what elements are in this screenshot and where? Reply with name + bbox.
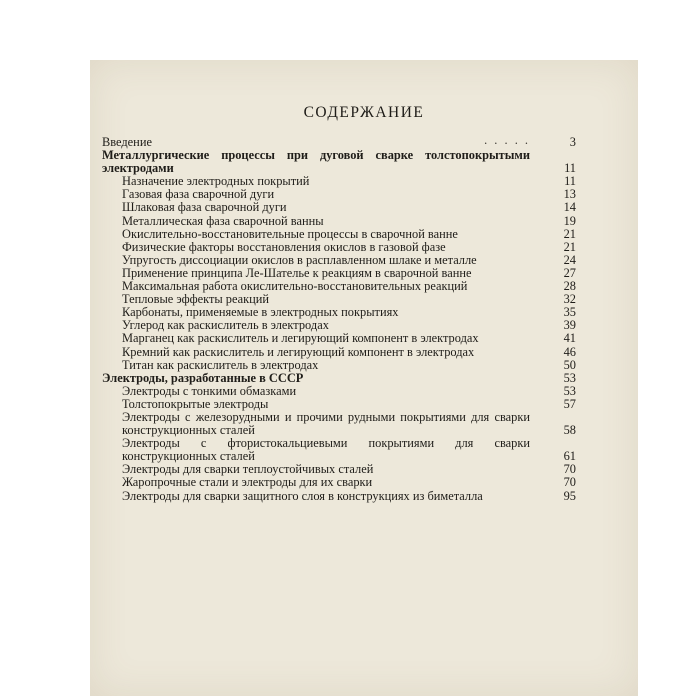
toc-entry-text: Применение принципа Ле-Шателье к реакциям в сварочной ванне bbox=[122, 265, 472, 280]
toc-entry-text: Металлургические процессы при дуговой сварке толстопокрытыми электродами bbox=[102, 148, 530, 176]
toc-entry bbox=[102, 332, 530, 345]
page-number: 28 bbox=[563, 278, 576, 293]
toc-entry bbox=[102, 385, 530, 398]
page-number: 50 bbox=[563, 357, 576, 372]
toc-entry bbox=[102, 241, 530, 254]
toc-entry bbox=[102, 476, 530, 489]
page-number: 19 bbox=[563, 213, 576, 228]
toc-entry-text: Титан как раскислитель в электродах bbox=[122, 357, 319, 372]
page-title: СОДЕРЖАНИЕ bbox=[303, 104, 425, 121]
toc-entry bbox=[102, 437, 530, 463]
page-number: 70 bbox=[563, 474, 576, 489]
toc-entry-text: Электроды для сварки теплоустойчивых сталей bbox=[122, 462, 374, 477]
toc-entry-text: Назначение электродных покрытий bbox=[122, 174, 310, 189]
toc-entry-text: Физические факторы восстановления окислов в газовой фазе bbox=[122, 239, 446, 254]
toc-entry bbox=[102, 346, 530, 359]
page-number: 35 bbox=[563, 304, 576, 319]
toc-entry-text: Окислительно-восстановительные процессы в сварочной ванне bbox=[122, 226, 458, 241]
page-number: 32 bbox=[563, 291, 576, 306]
toc-entry bbox=[102, 149, 530, 175]
toc-entry-text: Металлическая фаза сварочной ванны bbox=[122, 213, 324, 228]
toc-entry-text: Электроды с фтористокальциевыми покрытиями для сварки конструкционных сталей bbox=[122, 436, 530, 464]
page-number: 46 bbox=[563, 344, 576, 359]
toc-entry-text: Электроды, разработанные в СССР bbox=[102, 370, 304, 385]
toc-entry-text: Шлаковая фаза сварочной дуги bbox=[122, 200, 287, 215]
toc-entry bbox=[102, 254, 530, 267]
page-number: 24 bbox=[563, 252, 576, 267]
toc-entry-text: Электроды для сварки защитного слоя в конструкциях из биметалла bbox=[122, 488, 483, 503]
page-number: 21 bbox=[563, 226, 576, 241]
toc-entry-text: Углерод как раскислитель в электродах bbox=[122, 318, 329, 333]
page-number: 70 bbox=[563, 461, 576, 476]
toc-entry bbox=[102, 228, 530, 241]
page-number: 61 bbox=[563, 448, 576, 463]
page-number: 11 bbox=[564, 160, 576, 175]
page-number: 27 bbox=[563, 265, 576, 280]
toc-list bbox=[102, 133, 530, 503]
toc-entry-text: Электроды с железорудными и прочими рудными покрытиями для сварки конструкционных сталей bbox=[122, 409, 530, 438]
book-page bbox=[90, 60, 638, 696]
toc-entry-text: Максимальная работа окислительно-восстановительных реакций bbox=[122, 279, 468, 294]
toc-entry-text: Введение bbox=[102, 135, 152, 149]
toc-entry-text: Газовая фаза сварочной дуги bbox=[122, 187, 275, 202]
toc-entry bbox=[102, 359, 530, 372]
toc-entry bbox=[102, 398, 530, 411]
toc-entry-text: Карбонаты, применяемые в электродных покрытиях bbox=[122, 305, 399, 320]
page-number: 57 bbox=[563, 396, 576, 411]
page-number: 53 bbox=[563, 383, 576, 398]
page-number: 11 bbox=[564, 173, 576, 188]
toc-entry bbox=[102, 201, 530, 214]
toc-entry-text: Электроды с тонкими обмазками bbox=[122, 383, 297, 398]
toc-entry bbox=[102, 490, 530, 503]
page-number: 3 bbox=[569, 134, 576, 149]
dot-leader: . . . . . bbox=[484, 133, 530, 147]
toc-entry-text: Марганец как раскислитель и легирующий компонент в электродах bbox=[122, 331, 479, 346]
page-number: 58 bbox=[563, 422, 576, 437]
page-number: 13 bbox=[563, 186, 576, 201]
page-number: 14 bbox=[563, 199, 576, 214]
page-number: 21 bbox=[563, 239, 576, 254]
page-number: 53 bbox=[563, 370, 576, 385]
toc-entry-text: Кремний как раскислитель и легирующий компонент в электродах bbox=[122, 344, 475, 359]
toc-entry-text: Тепловые эффекты реакций bbox=[122, 292, 270, 307]
toc-entry bbox=[102, 215, 530, 228]
page-number: 41 bbox=[563, 330, 576, 345]
page-number: 39 bbox=[563, 317, 576, 332]
toc-entry bbox=[102, 411, 530, 437]
page-number: 95 bbox=[563, 488, 576, 503]
toc-entry-text: Толстопокрытые электроды bbox=[122, 396, 269, 411]
toc-entry-text: Упругость диссоциации окислов в расплавленном шлаке и металле bbox=[122, 252, 477, 267]
toc-entry bbox=[102, 372, 530, 385]
toc-entry-text: Жаропрочные стали и электроды для их сварки bbox=[122, 475, 373, 490]
